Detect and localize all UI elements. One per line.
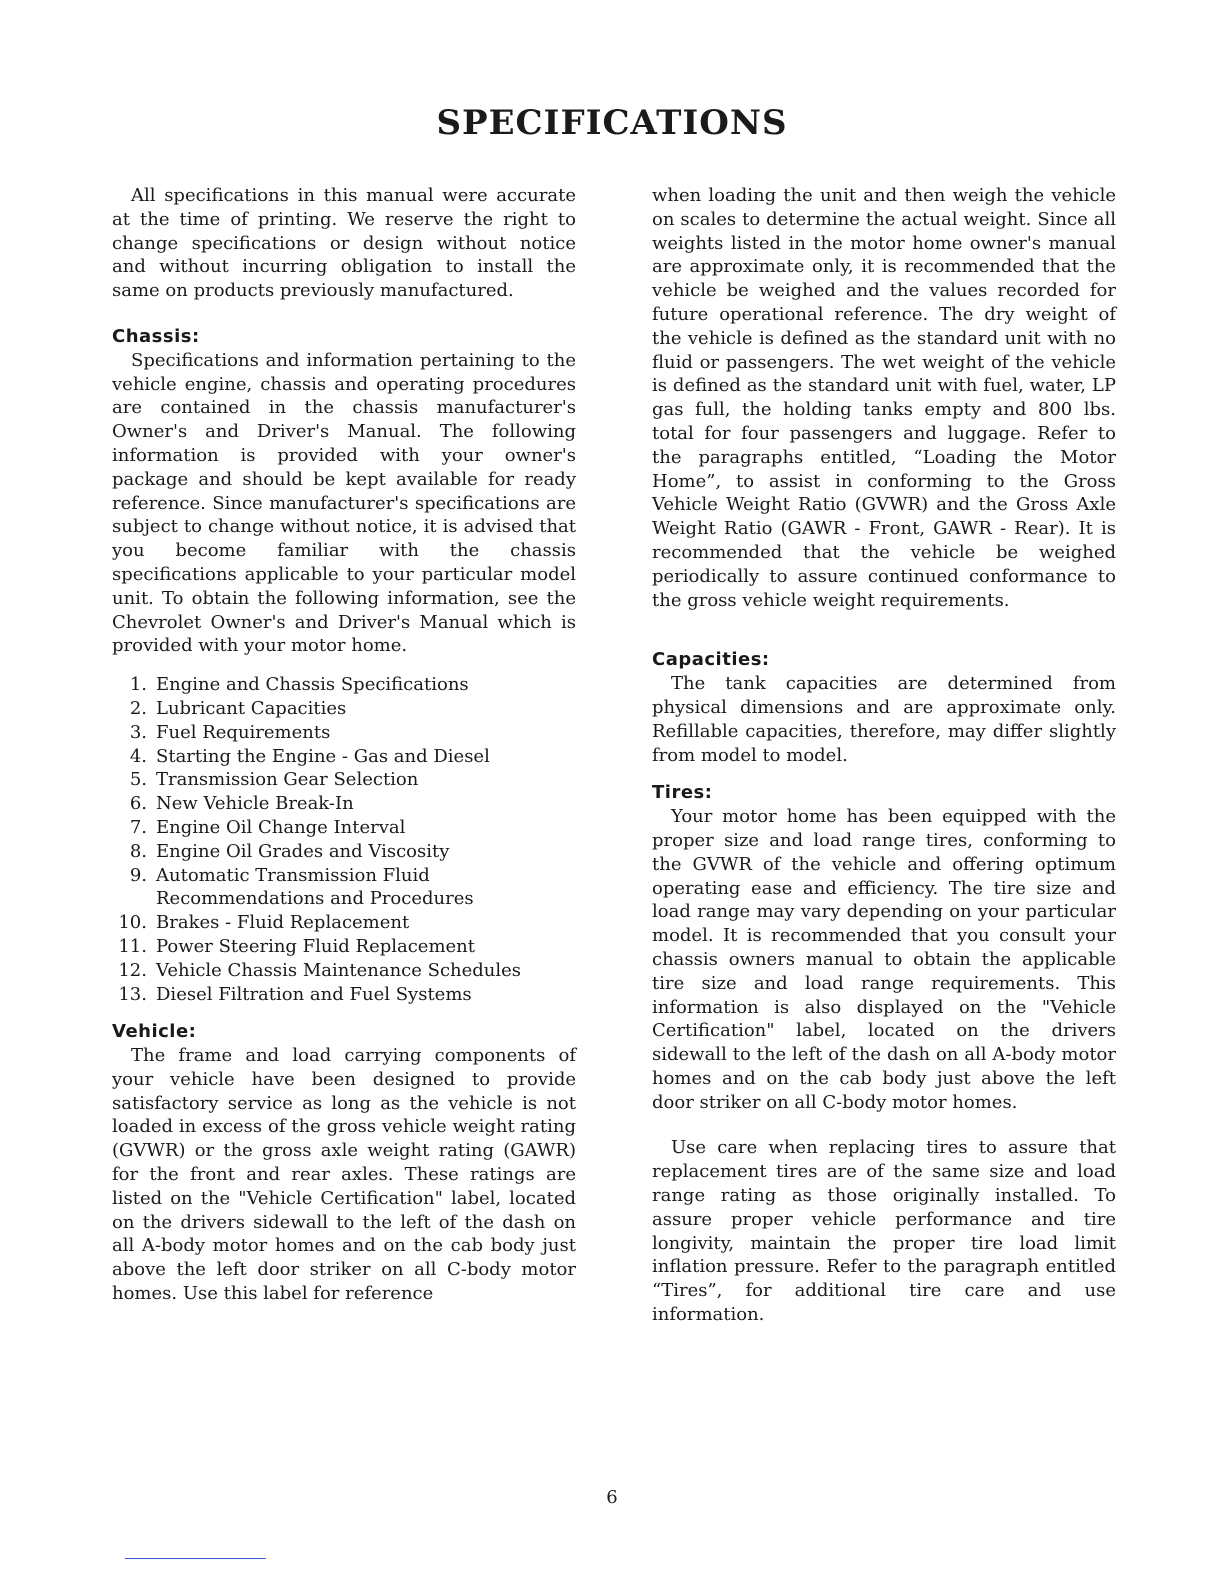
page-title: SPECIFICATIONS	[436, 103, 788, 143]
list-item	[112, 745, 576, 769]
list-item-text: Power Steering Fluid Replacement	[156, 935, 476, 957]
list-item	[112, 673, 576, 697]
vehicle-continued-paragraph: when loading the unit and then weigh the vehicle on scales to determine the actual weight. Since all weights listed in the motor home owner's manual are approximate only, it is recommended that the vehicle be weighed and the values recorded for future operational reference. The dry weight of the vehicle is defined as the standard unit with no fluid or passengers. The wet weight of the vehicle is defined as the standard unit with fuel, water, LP gas full, the holding tanks empty and 800 lbs. total for four passengers and luggage. Refer to the paragraphs entitled, “Loading the Motor Home”, to assist in conforming to the Gross Vehicle Weight Ratio (GVWR) and the Gross Axle Weight Ratio (GAWR - Front, GAWR - Rear). It is recommended that the vehicle be weighed periodically to assure continued conformance to the gross vehicle weight requirements.	[652, 185, 1116, 611]
list-item-number: 10.	[118, 912, 147, 934]
list-item-number: 5.	[129, 769, 147, 791]
list-item	[112, 959, 576, 983]
list-item-text: Fuel Requirements	[156, 721, 331, 743]
chassis-info-list	[112, 673, 576, 1006]
tires-paragraph: Your motor home has been equipped with the proper size and load range tires, conforming to the GVWR of the vehicle and offering optimum operating ease and efficiency. The tire size and load range may vary depending on your particular model. It is recommended that you consult your chassis owners manual to obtain the applicable tire size and load range requirements. This information is also displayed on the "Vehicle Certification" label, located on the drivers sidewall to the left of the dash on all A-body motor homes and on the cab body just above the left door striker on all C-body motor homes.	[652, 806, 1116, 1113]
list-item	[112, 768, 576, 792]
list-item-text: Diesel Filtration and Fuel Systems	[156, 983, 472, 1005]
list-item-number: 6.	[129, 793, 147, 815]
chassis-heading: Chassis:	[112, 325, 200, 347]
list-item-text: Automatic Transmission Fluid Recommendations and Procedures	[156, 864, 474, 910]
list-item-number: 11.	[118, 935, 147, 957]
list-item-number: 12.	[118, 959, 147, 981]
list-item-number: 3.	[129, 721, 147, 743]
list-item-text: Engine Oil Change Interval	[156, 816, 406, 838]
capacities-paragraph: The tank capacities are determined from physical dimensions and are approximate only. Refillable capacities, therefore, may differ slightly from model to model.	[652, 673, 1116, 766]
list-item-text: Transmission Gear Selection	[156, 769, 419, 791]
list-item-number: 4.	[129, 745, 147, 767]
list-item-number: 8.	[129, 840, 147, 862]
list-item-text: Engine Oil Grades and Viscosity	[156, 840, 450, 862]
list-item	[112, 816, 576, 840]
vehicle-paragraph: The frame and load carrying components of your vehicle have been designed to provide satisfactory service as long as the vehicle is not loaded in excess of the gross vehicle weight rating (GVWR) or the gross axle weight rating (GAWR) for the front and rear axles. These ratings are listed on the "Vehicle Certification" label, located on the drivers sidewall to the left of the dash on all A-body motor homes and on the cab body just above the left door striker on all C-body motor homes. Use this label for reference	[112, 1045, 576, 1305]
page-number: 6	[606, 1487, 618, 1508]
intro-paragraph: All specifications in this manual were accurate at the time of printing. We reserve the right to change specifications or design without notice and without incurring obligation to install the same on products previously manufactured.	[112, 185, 576, 302]
list-item-text: Engine and Chassis Specifications	[156, 674, 469, 696]
list-item-number: 9.	[129, 864, 147, 886]
list-item-text: Starting the Engine - Gas and Diesel	[156, 745, 490, 767]
tires-care-paragraph: Use care when replacing tires to assure that replacement tires are of the same size and load range rating as those originally installed. To assure proper vehicle performance and tire longivity, maintain the proper tire load limit inflation pressure. Refer to the paragraph entitled “Tires”, for additional tire care and use information.	[652, 1137, 1116, 1326]
list-item	[112, 935, 576, 959]
list-item	[112, 792, 576, 816]
list-item	[112, 864, 576, 912]
chassis-paragraph: Specifications and information pertaining to the vehicle engine, chassis and operating procedures are contained in the chassis manufacturer's Owner's and Driver's Manual. The following information is provided with your owner's package and should be kept available for ready reference. Since manufacturer's specifications are subject to change without notice, it is advised that you become familiar with the chassis specifications applicable to your particular model unit. To obtain the following information, see the Chevrolet Owner's and Driver's Manual which is provided with your motor home.	[112, 349, 576, 657]
capacities-heading: Capacities:	[652, 649, 770, 671]
list-item-number: 7.	[129, 816, 147, 838]
list-item-number: 2.	[129, 697, 147, 719]
right-column	[652, 184, 1116, 1327]
vehicle-heading: Vehicle:	[112, 1021, 197, 1043]
list-item-text: Lubricant Capacities	[156, 697, 347, 719]
left-column	[112, 184, 576, 1306]
list-item	[112, 840, 576, 864]
tires-heading: Tires:	[652, 782, 713, 804]
list-item-text: New Vehicle Break-In	[156, 793, 354, 815]
list-item	[112, 697, 576, 721]
list-item	[112, 911, 576, 935]
list-item-number: 13.	[118, 983, 147, 1005]
list-item-text: Brakes - Fluid Replacement	[156, 912, 410, 934]
list-item-text: Vehicle Chassis Maintenance Schedules	[156, 959, 522, 981]
list-item	[112, 721, 576, 745]
list-item	[112, 983, 576, 1007]
list-item-number: 1.	[129, 674, 147, 696]
footer-rule	[125, 1558, 266, 1559]
